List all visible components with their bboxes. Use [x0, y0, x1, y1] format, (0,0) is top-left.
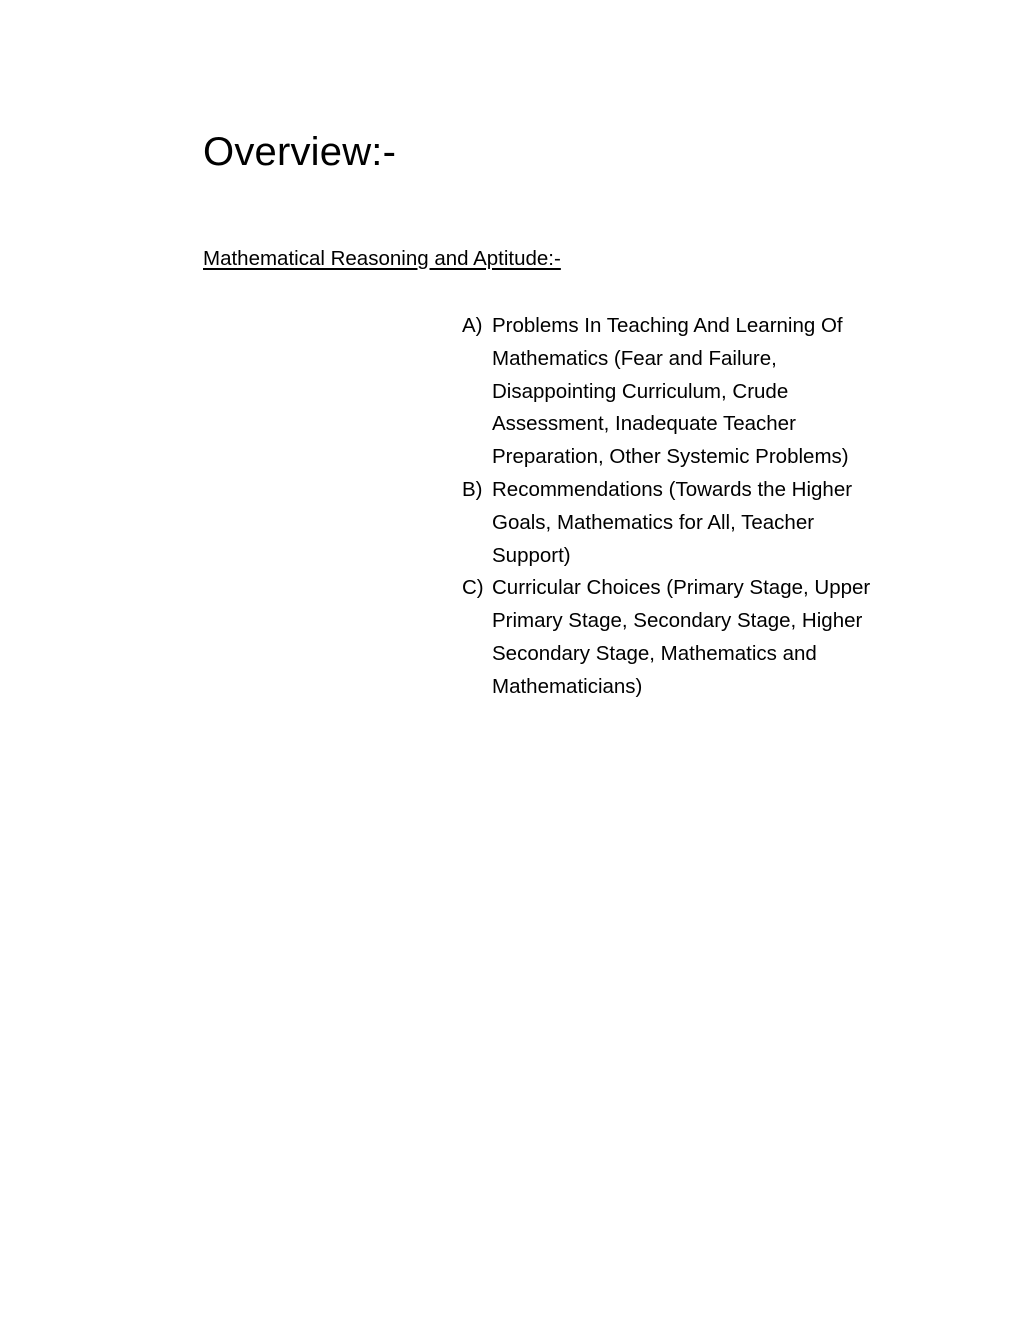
text-line: Recommendations (Towards the Higher — [492, 477, 853, 501]
list-marker: C) — [462, 576, 484, 600]
text-line: Assessment, Inadequate Teacher — [492, 412, 796, 436]
list-item-text — [492, 474, 892, 572]
list-item-text — [492, 572, 892, 703]
text-line: Primary Stage, Secondary Stage, Higher — [492, 609, 863, 633]
list-item-a — [462, 310, 892, 474]
text-line: Mathematicians) — [492, 674, 643, 698]
list-marker: A) — [462, 314, 483, 337]
text-line: Problems In Teaching And Learning Of — [492, 314, 843, 337]
text-line: Goals, Mathematics for All, Teacher — [492, 510, 815, 534]
list-item-b — [462, 474, 892, 572]
topic-list — [462, 310, 892, 704]
text-line: Secondary Stage, Mathematics and — [492, 641, 817, 665]
list-item-text — [492, 310, 892, 474]
text-line: Curricular Choices (Primary Stage, Upper — [492, 576, 871, 600]
list-marker: B) — [462, 477, 483, 501]
text-line: Disappointing Curriculum, Crude — [492, 379, 789, 403]
page-title: Overview:- — [203, 130, 397, 174]
text-line: Preparation, Other Systemic Problems) — [492, 445, 849, 469]
text-line: Support) — [492, 543, 571, 567]
text-line: Mathematics (Fear and Failure, — [492, 346, 777, 370]
list-item-c — [462, 572, 892, 703]
section-heading: Mathematical Reasoning and Aptitude:- — [203, 247, 561, 270]
